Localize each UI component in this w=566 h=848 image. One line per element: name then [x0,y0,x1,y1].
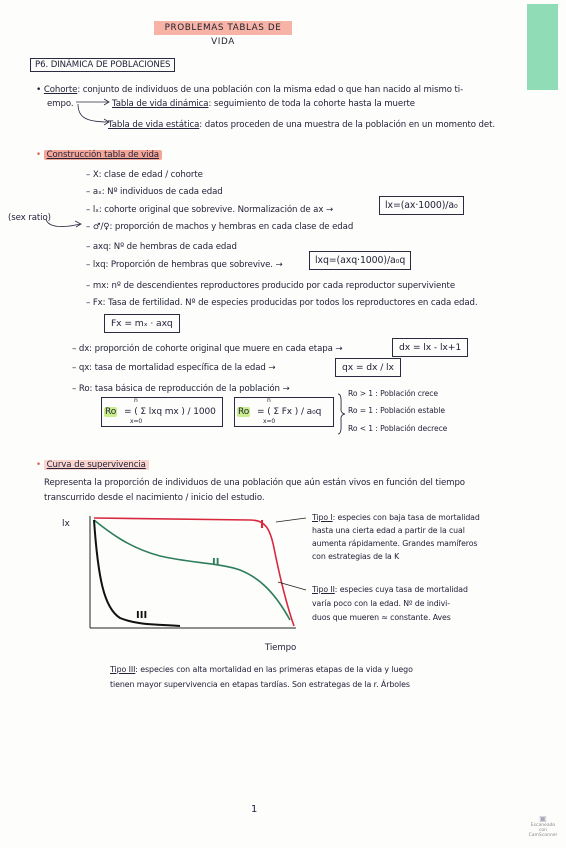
tipo1-line3: aumenta rápidamente. Grandes mamíferos [312,539,478,548]
cohorte-def-cont: empo. [47,99,74,109]
def-x: – X: clase de edad / cohorte [86,170,203,180]
ro-lt: Ro < 1 : Población decrece [348,424,448,433]
formula-fx: Fx = mₓ · axq [104,314,180,333]
scanner-icon: ▣ [539,814,547,823]
pointer-type-1 [276,518,306,522]
tabla-dinamica-line [112,99,415,109]
def-lx: – lₓ: cohorte original que sobrevive. Normalización de ax → [86,205,334,215]
page-number: 1 [251,804,258,815]
tabla-estatica-line [108,120,495,130]
sex-ratio-arrow [44,216,84,230]
formula-ro-1 [101,397,223,427]
formula-dx: dx = lx - lx+1 [392,338,468,357]
curva-desc-1: Representa la proporción de individuos de una población que aún están vivos en función del tiempo [44,478,465,488]
tipo1-line2: hasta una cierta edad a partir de la cual [312,526,465,535]
page-title: PROBLEMAS TABLAS DE VIDA [154,21,292,35]
ro1-sup: n [134,397,138,404]
curve-1-label: I [260,518,265,531]
def-mx: – mx: nº de descendientes reproductores producido por cada reproductor superviviente [86,281,456,291]
curve-2-label: II [212,557,220,568]
ro-gt: Ro > 1 : Población crece [348,389,438,398]
def-ro: – Ro: tasa básica de reproducción de la población → [72,384,290,394]
survival-curve-chart [60,508,310,658]
ro1-rhs: = ( Σ lxq mx ) / 1000 [124,407,216,417]
tabla-estatica-term: Tabla de vida estática [108,120,200,130]
x-axis-label: Tiempo [265,643,297,653]
cohorte-def: : conjunto de individuos de una población con la misma edad o que han nacido al mismo ti- [77,85,464,95]
section-heading-dinamica: P6. DINÁMICA DE POBLACIONES [30,58,175,72]
def-dx: – dx: proporción de cohorte original que muere en cada etapa → [72,344,343,354]
ro-eq: Ro = 1 : Población estable [348,406,445,415]
tipo3-line1: Tipo III: especies con alta mortalidad en las primeras etapas de la vida y luego [110,665,413,674]
def-ax: – aₓ: Nº individuos de cada edad [86,187,223,197]
y-axis-label: lx [62,519,70,529]
ro1-lhs: Ro [105,407,117,417]
tabla-dinamica-def: : seguimiento de toda la cohorte hasta la muerte [208,99,415,109]
def-sex: – ♂/♀: proporción de machos y hembras en cada clase de edad [86,222,354,232]
tabla-estatica-def: : datos proceden de una muestra de la población en un momento det. [199,120,495,130]
curve-3-label: III [136,610,148,621]
cohorte-term: Cohorte [43,85,78,95]
tipo1-line1: Tipo I: especies con baja tasa de mortalidad [312,513,480,522]
curva-desc-2: transcurrido desde el nacimiento / inicio del estudio. [44,493,265,503]
sex-ratio-note: (sex ratio) [8,213,51,223]
ro-brace [336,392,346,436]
ro2-lhs: Ro [238,407,250,417]
curve-type-1 [94,518,294,626]
ro1-sub: x=0 [130,418,143,425]
def-qx: – qx: tasa de mortalidad específica de la edad → [72,363,276,373]
formula-ro-2 [234,397,334,427]
logo-text: Escaneado con CamScanner [528,823,558,838]
ro2-sup: n [267,397,271,404]
tipo1-line4: con estrategias de la K [312,552,400,561]
formula-qx: qx = dx / lx [335,358,401,377]
construccion-heading: Construcción tabla de vida [44,150,162,160]
cohorte-line: • Cohorte: conjunto de individuos de una población con la misma edad o que han nacido al mismo ti- [36,85,464,95]
curve-type-2 [94,520,290,620]
tipo2-line2: varía poco con la edad. Nº de indivi- [312,599,450,608]
tipo2-line3: duos que mueren ≈ constante. Aves [312,613,451,622]
def-lxf: – lxq: Proporción de hembras que sobrevive. → [86,260,283,270]
curva-heading: Curva de supervivencia [44,460,149,470]
camscanner-logo [527,814,559,838]
def-axf: – axq: Nº de hembras de cada edad [86,242,237,252]
ro2-sub: x=0 [263,418,276,425]
formula-lxf: lxq=(axq·1000)/a₀q [309,251,411,270]
def-fx: – Fx: Tasa de fertilidad. Nº de especies producidas por todos los reproductores en cada edad. [86,298,478,308]
curva-heading-line: • Curva de supervivencia [36,460,149,470]
ro2-rhs: = ( Σ Fx ) / a₀q [257,407,322,417]
tipo2-line1: Tipo II: especies cuya tasa de mortalidad [312,585,468,594]
construccion-heading-line: • Construcción tabla de vida [36,150,162,160]
tipo3-line2: tienen mayor supervivencia en etapas tardías. Son estrategas de la r. Árboles [110,680,410,689]
tabla-dinamica-term: Tabla de vida dinámica [112,99,209,109]
green-tab-strip [527,4,558,90]
formula-lx: lx=(ax·1000)/a₀ [379,196,464,215]
